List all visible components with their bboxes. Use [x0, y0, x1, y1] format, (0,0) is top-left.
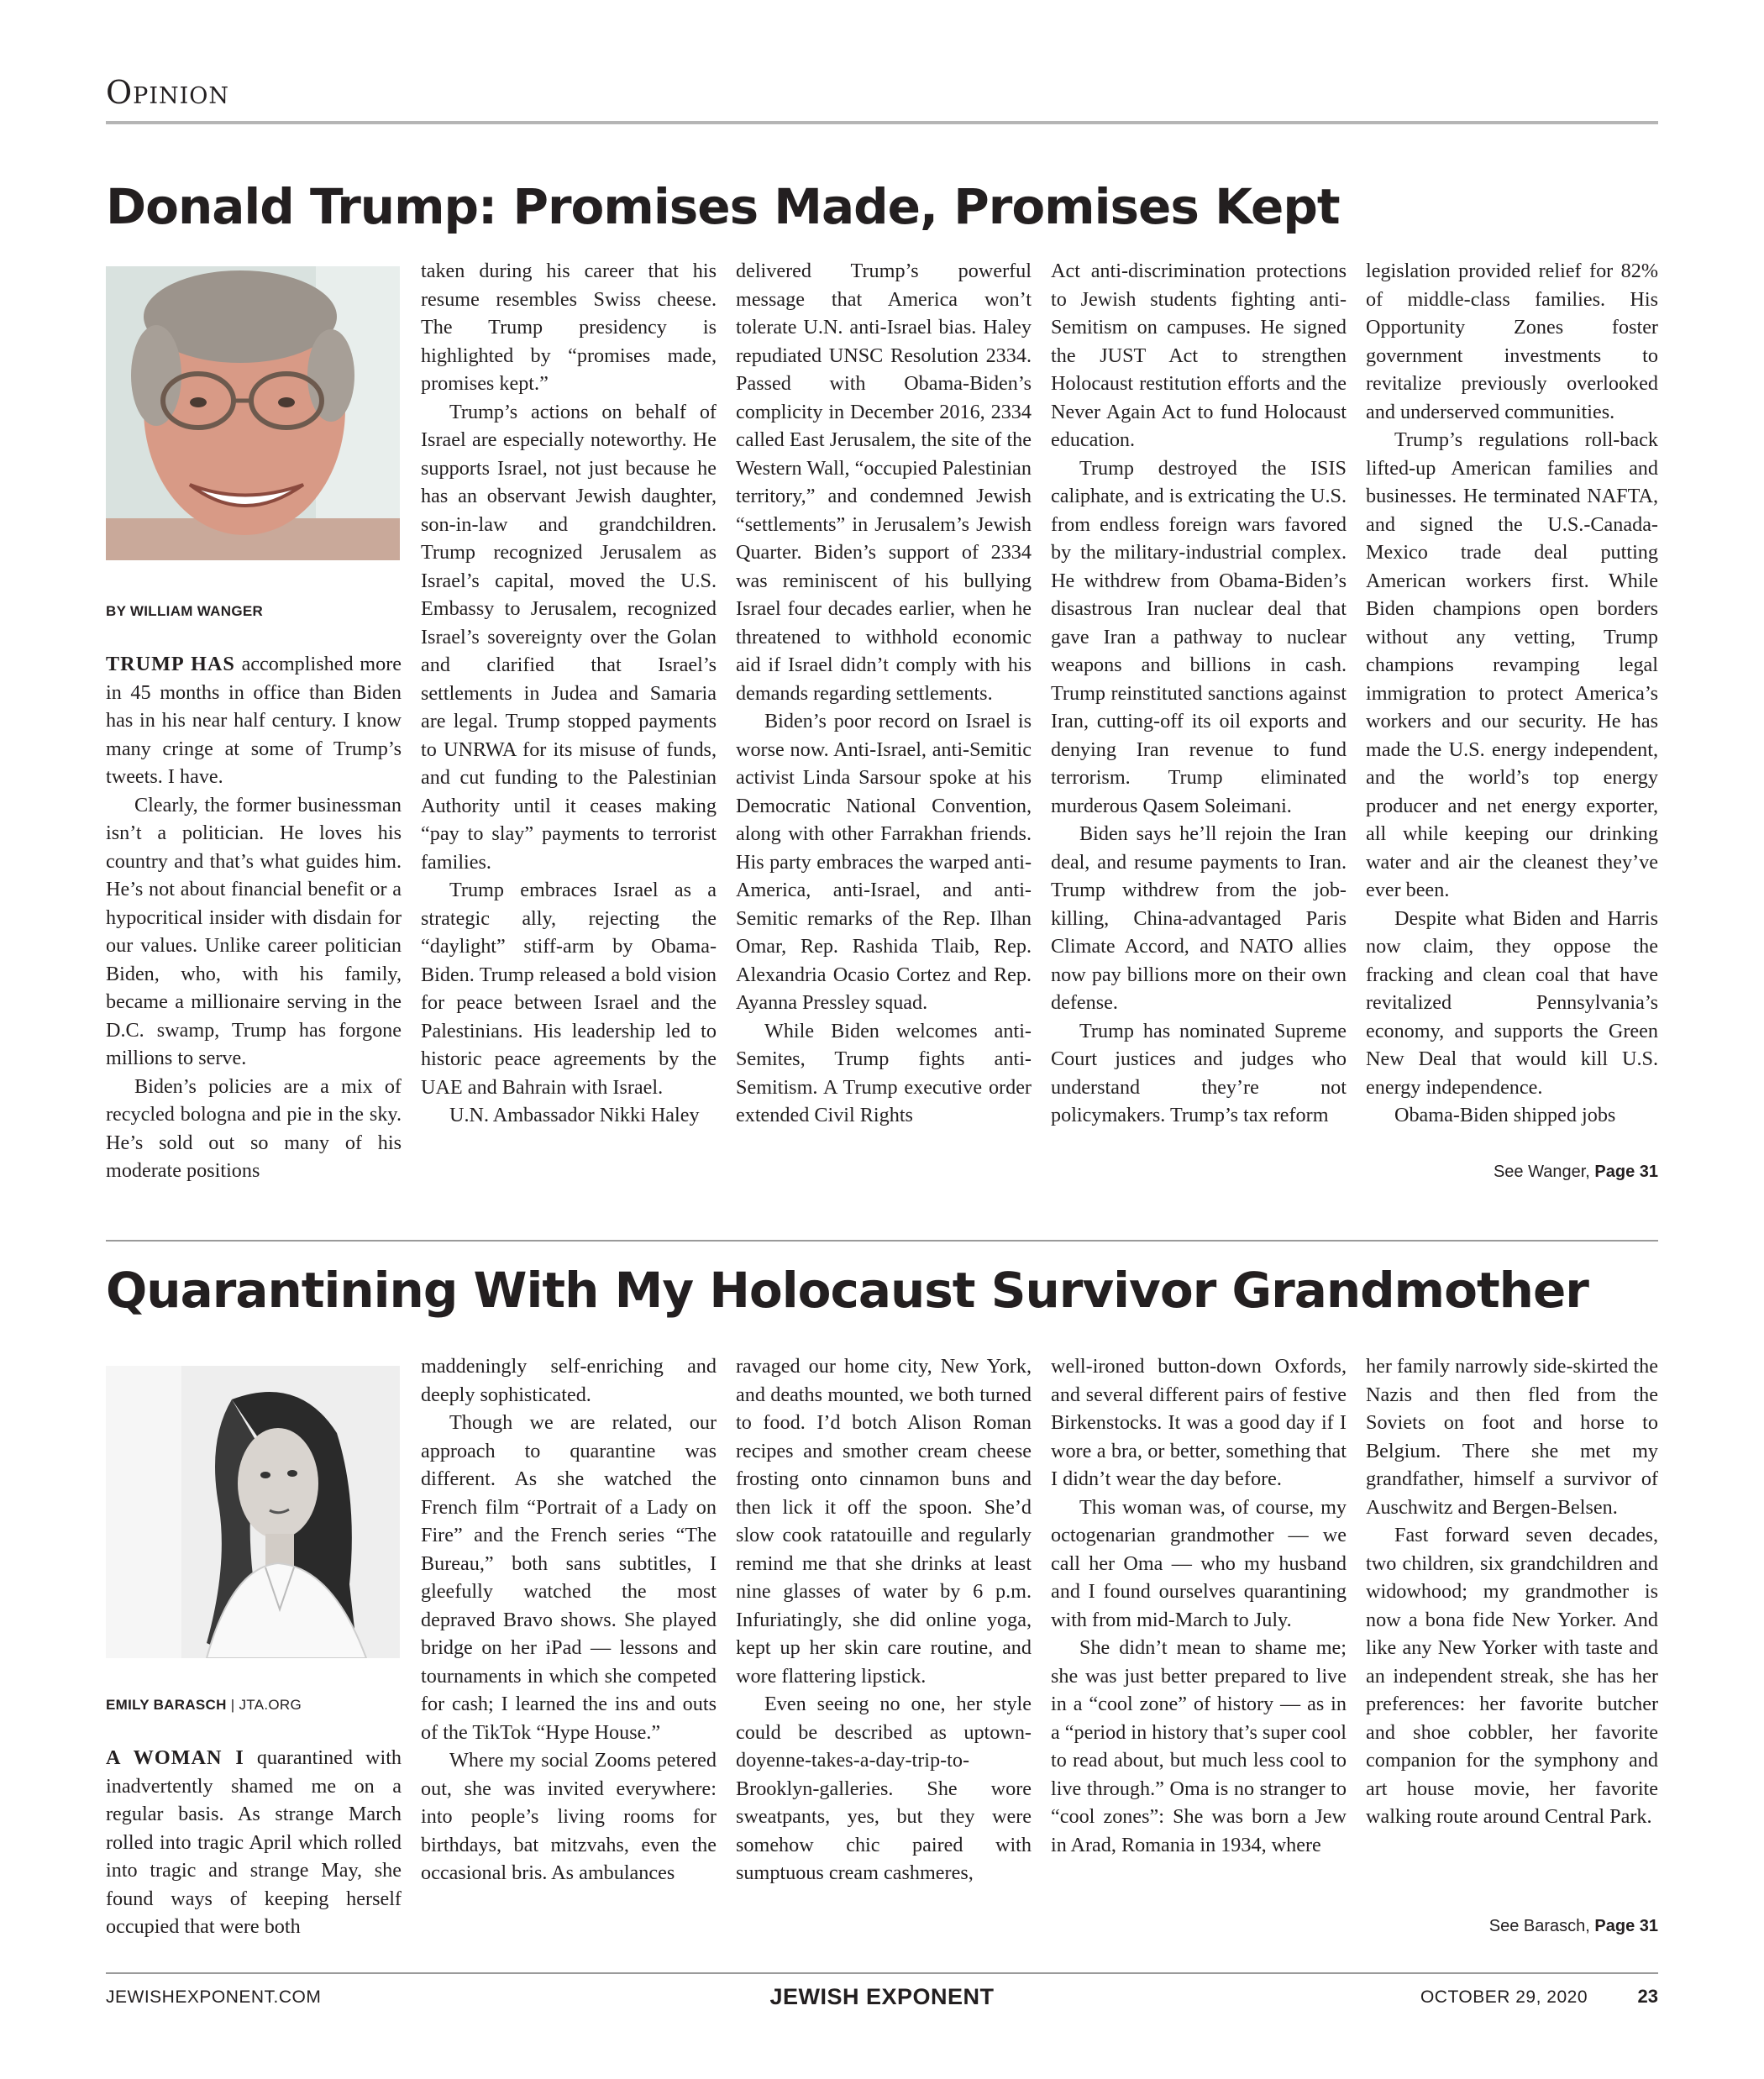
article2-paragraph: her family narrowly side-skirted the Nazis and then fled from the Soviets on foot and horse to Belgium. There she met my grandfather, himself a survivor of Auschwitz and Bergen-Belsen. [1366, 1355, 1658, 1519]
article-divider [106, 1240, 1658, 1242]
article1-paragraph: Biden’s policies are a mix of recycled bologna and pie in the sky. He’s sold out so many of his moderate positions [106, 1074, 402, 1182]
article2-jump-line[interactable] [1489, 1917, 1658, 1936]
article2-column-5 [1366, 1352, 1658, 1831]
article1-paragraph: While Biden welcomes anti-Semites, Trump fights anti-Semitism. A Trump executive order extended Civil Rights [736, 1019, 1032, 1126]
portrait-man-illustration [106, 266, 400, 560]
article2-paragraph: well-ironed button-down Oxfords, and several different pairs of festive Birkenstocks. It was a good day if I wore a bra, or better, something that I didn’t wear the day before. [1051, 1355, 1347, 1490]
article1-paragraph: Trump embraces Israel as a strategic ally, rejecting the “daylight” stiff-arm by Obama-Biden. Trump released a bold vision for peace between Israel and the Palestinians. His leadership led to historic peace agreements by the UAE and Bahrain with Israel. [421, 879, 717, 1099]
article1-lead-in: TRUMP HAS [106, 653, 235, 675]
article1-paragraph: Trump has nominated Supreme Court justices and judges who understand they’re not policymakers. Trump’s tax reform [1051, 1019, 1347, 1126]
article1-paragraph: U.N. Ambassador Nikki Haley [449, 1104, 700, 1126]
article2-paragraph: Fast forward seven decades, two children, six grandchildren and widowhood; my grandmother is now a bona fide New Yorker. And like any New Yorker with taste and an independent streak, she has her preferences: her favorite butcher and shoe cobbler, her favorite companion for the symphony and art house movie, her favorite walking route around Central Park. [1366, 1524, 1658, 1828]
article1-paragraph: Clearly, the former businessman isn’t a politician. He loves his country and that’s what guides him. He’s not about financial benefit or a hypocritical insider with disdain for our values. Unlike career politician Biden, who, with his family, became a millionaire serving in the D.C. swamp, Trump has forgone millions to serve. [106, 793, 402, 1069]
article1-paragraph: Trump’s actions on behalf of Israel are especially noteworthy. He supports Israel, not just because he has an observant Jewish daughter, son-in-law and grandchildren. Trump recognized Jerusalem as Israel’s capital, moved the U.S. Embassy to Jerusalem, recognized Israel’s sovereignty over the Golan and clarified that Israel’s settlements in Judea and Samaria are legal. Trump stopped payments to UNRWA for its misuse of funds, and cut funding to the Palestinian Authority until it ceases making “pay to slay” payments to terrorist families. [421, 400, 717, 874]
article2-paragraph: maddeningly self-enriching and deeply sophisticated. [421, 1355, 717, 1406]
article1-paragraph: Biden says he’ll rejoin the Iran deal, and resume payments to Iran. Trump withdrew from the job-killing, China-advantaged Paris Climate Accord, and NATO allies now pay billions more on their own defense. [1051, 822, 1347, 1014]
footer-website[interactable]: JEWISHEXPONENT.COM [106, 1987, 322, 2007]
article1-paragraph: delivered Trump’s powerful message that America won’t tolerate U.N. anti-Israel bias. Haley repudiated UNSC Resolution 2334. Passed with Obama-Biden’s complicity in December 2016, 2334 called East Jerusalem, the site of the Western Wall, “occupied Palestinian territory,” and condemned Jewish “settlements” in Jerusalem’s Jewish Quarter. Biden’s support of 2334 was reminiscent of his bullying Israel four decades earlier, when he threatened to withhold economic aid if Israel didn’t comply with his demands regarding settlements. [736, 260, 1032, 705]
article1-jump-line[interactable] [1494, 1163, 1658, 1182]
article2-paragraph: Where my social Zooms petered out, she was invited everywhere: into people’s living rooms for birthdays, bat mitzvahs, even the occasional bris. As ambulances [421, 1749, 717, 1884]
article1-paragraph: taken during his career that his resume resembles Swiss cheese. The Trump presidency is highlighted by “promises made, promises kept.” [421, 260, 717, 395]
article1-paragraph: Biden’s poor record on Israel is worse now. Anti-Israel, anti-Semitic activist Linda Sarsour spoke at his Democratic National Convention, along with other Farrakhan friends. His party embraces the warped anti-America, anti-Israel, and anti-Semitic remarks of the Rep. Ilhan Omar, Rep. Rashida Tlaib, Rep. Alexandria Ocasio Cortez and Rep. Ayanna Pressley squad. [736, 710, 1032, 1014]
article2-column-3 [736, 1352, 1032, 1887]
article1-column-3 [736, 257, 1032, 1130]
article2-column-2 [421, 1352, 717, 1887]
author-photo-barasch [106, 1366, 400, 1658]
article1-paragraph: Trump destroyed the ISIS caliphate, and is extricating the U.S. from endless foreign wars favored by the military-industrial complex. He withdrew from Obama-Biden’s disastrous Iran nuclear deal that gave Iran a pathway to nuclear weapons and billions in cash. Trump reinstituted sanctions against Iran, cutting-off its oil exports and denying Iran revenue to fund terrorism. Trump eliminated murderous Qasem Soleimani. [1051, 456, 1347, 817]
article2-paragraph: ravaged our home city, New York, and deaths mounted, we both turned to food. I’d botch Alison Roman recipes and smother cream cheese frosting onto cinnamon buns and then lick it off the spoon. She’d slow cook ratatouille and regularly remind me that she drinks at least nine glasses of water by 6 p.m. Infuriatingly, she did online yoga, kept up her skin care routine, and wore flattering lipstick. [736, 1355, 1032, 1688]
author-photo-wanger [106, 266, 400, 560]
article1-paragraph: Obama-Biden shipped jobs [1394, 1104, 1616, 1126]
article2-paragraph: This woman was, of course, my octogenarian grandmother — we call her Oma — who my husband and I found ourselves quarantining with from mid-March to July. [1051, 1495, 1347, 1631]
article1-column-4 [1051, 257, 1347, 1130]
article2-headline: Quarantining With My Holocaust Survivor Grandmother [106, 1262, 1588, 1319]
top-rule [106, 121, 1658, 124]
article1-column-1 [106, 650, 402, 1185]
article2-paragraph: Though we are related, our approach to quarantine was different. As she watched the French film “Portrait of a Lady on Fire” and the French series “The Bureau,” both sans subtitles, I gleefully watched the most depraved Bravo shows. She played bridge on her iPad — lessons and tournaments in which she competed for cash; I learned the ins and outs of the TikTok “Hype House.” [421, 1411, 717, 1744]
article1-paragraph: Despite what Biden and Harris now claim, they oppose the fracking and clean coal that have revitalized Pennsylvania’s economy, and supports the Green New Deal that would kill U.S. energy independence. [1366, 906, 1658, 1099]
article2-paragraph: Even seeing no one, her style could be described as uptown-doyenne-takes-a-day-trip-to-Brooklyn-galleries. She wore sweatpants, yes, but they were somehow chic paired with sumptuous cream cashmeres, [736, 1693, 1032, 1884]
article2-column-1 [106, 1744, 402, 1941]
jump-text: See Wanger, [1493, 1163, 1595, 1181]
byline-name: EMILY BARASCH [106, 1697, 227, 1713]
article1-column-5 [1366, 257, 1658, 1130]
article1-headline: Donald Trump: Promises Made, Promises Kept [106, 178, 1340, 235]
section-label: Opinion [106, 74, 230, 111]
article1-paragraph: TRUMP HAS accomplished more in 45 months in office than Biden has in his near half century. I know many cringe at some of Trump’s tweets. I have. [106, 653, 402, 788]
portrait-woman-illustration [106, 1366, 400, 1658]
article2-lead-in: A WOMAN I [106, 1746, 244, 1769]
byline-source: | JTA.ORG [226, 1697, 302, 1713]
jump-page: Page 31 [1594, 1917, 1658, 1935]
article1-paragraph: Trump’s regulations roll-back lifted-up American families and businesses. He terminated NAFTA, and signed the U.S.-Canada-Mexico trade deal putting American workers first. While Biden champions open borders without any vetting, Trump champions revamping legal immigration to protect America’s workers and our security. He has made the U.S. energy independent, and the world’s top energy producer and net energy exporter, all while keeping our drinking water and air the cleanest they’ve ever been. [1366, 428, 1658, 901]
article2-byline [106, 1697, 302, 1714]
footer-date: OCTOBER 29, 2020 [1420, 1987, 1588, 2007]
article1-paragraph: legislation provided relief for 82% of middle-class families. His Opportunity Zones foster government investments to revitalize previously overlooked and underserved communities. [1366, 260, 1658, 423]
article1-paragraph: Act anti-discrimination protections to Jewish students fighting anti-Semitism on campuses. He signed the JUST Act to strengthen Holocaust restitution efforts and the Never Again Act to fund Holocaust education. [1051, 260, 1347, 451]
jump-page: Page 31 [1594, 1163, 1658, 1181]
article1-column-2 [421, 257, 717, 1130]
article1-byline: BY WILLIAM WANGER [106, 603, 264, 619]
footer-rule [106, 1972, 1658, 1974]
footer-publication-name: JEWISH EXPONENT [769, 1984, 995, 2009]
jump-text: See Barasch, [1488, 1917, 1595, 1935]
article2-paragraph: She didn’t mean to shame me; she was just better prepared to live in a “cool zone” of history — as in a “period in history that’s super cool to read about, but much less cool to live through.” Oma is no stranger to “cool zones”: She was born a Jew in Arad, Romania in 1934, where [1051, 1636, 1347, 1856]
article2-column-4 [1051, 1352, 1347, 1859]
footer-page-number: 23 [1637, 1986, 1658, 2007]
article2-paragraph: A WOMAN I quarantined with inadvertently shamed me on a regular basis. As strange March rolled into tragic April which rolled into tragic and strange May, she found ways of keeping herself occupied that were both [106, 1746, 402, 1938]
